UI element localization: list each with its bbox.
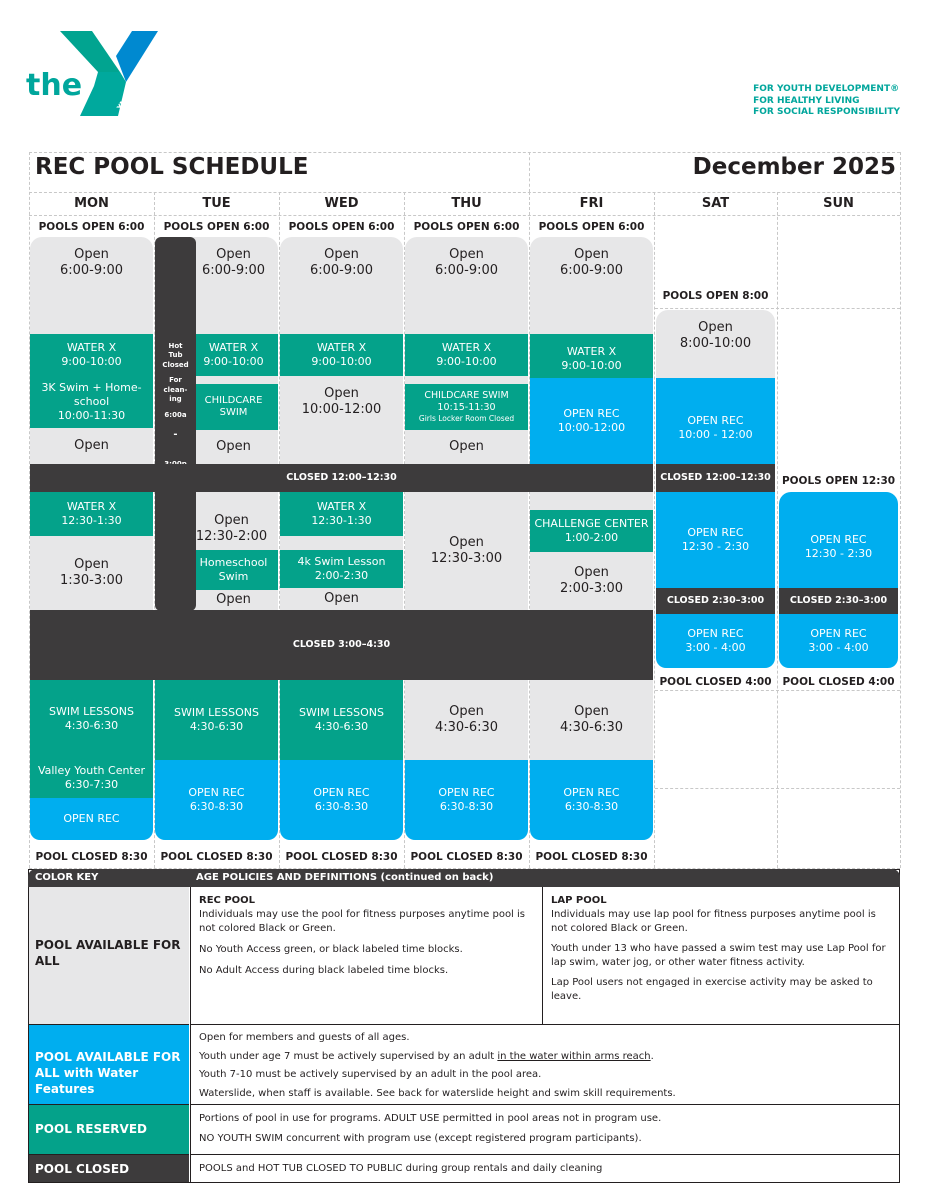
hot-tub-text: For	[169, 376, 182, 385]
sat-open-rec-morning	[656, 378, 775, 464]
fri-water-x	[530, 334, 653, 378]
sat-open-rec-afternoon	[656, 492, 775, 588]
block-label: WATER X	[441, 341, 492, 355]
block-time: 9:00-10:00	[561, 359, 622, 372]
row3-line1: Portions of pool in use for programs. ADULT USE permitted in pool areas not in program use.	[199, 1113, 662, 1124]
block-time: 6:00-9:00	[434, 263, 499, 279]
fri-open-evening	[530, 680, 653, 760]
sun-closed-230	[779, 588, 898, 614]
thu-childcare-swim	[405, 384, 528, 430]
block-label: Open	[74, 556, 109, 572]
row4-line1: POOLS and HOT TUB CLOSED TO PUBLIC during group rentals and daily cleaning	[199, 1163, 603, 1174]
block-label: Open	[324, 590, 359, 606]
pools-open-fri: POOLS OPEN 6:00	[538, 221, 645, 233]
block-time: 12:30 - 2:30	[681, 540, 750, 553]
thu-open-afternoon	[405, 492, 528, 610]
block-label: SWIM LESSONS	[173, 706, 259, 720]
key-header-policies: AGE POLICIES AND DEFINITIONS (continued on back)	[196, 872, 494, 883]
mon-water-x-afternoon	[30, 492, 153, 536]
hot-tub-closed-bar	[155, 237, 196, 611]
thu-water-x	[405, 334, 528, 376]
key-row1-rec	[190, 887, 542, 1024]
lap-pool-title: LAP POOL	[551, 895, 607, 906]
wed-water-x	[280, 334, 403, 376]
block-time: 6:00-9:00	[59, 263, 124, 279]
sun-open-rec-afternoon	[779, 492, 898, 588]
rec-pool-p2: No Youth Access green, or black labeled time blocks.	[199, 944, 463, 955]
pools-open-sat: POOLS OPEN 8:00	[662, 290, 769, 302]
tagline-1: FOR YOUTH DEVELOPMENT®	[753, 84, 900, 94]
fri-gap	[530, 492, 653, 510]
block-time: 6:00-9:00	[559, 263, 624, 279]
row2-line2b: in the water within arms reach	[497, 1050, 651, 1062]
block-time: 3:00 - 4:00	[685, 641, 746, 654]
block-label: Open	[216, 591, 251, 607]
row3-line2: NO YOUTH SWIM concurrent with program use (except registered program participants).	[199, 1132, 642, 1144]
block-label: OPEN REC	[438, 786, 495, 800]
wed-open-230	[280, 588, 403, 610]
rec-pool-p1: Individuals may use the pool for fitness purposes anytime pool is not colored Black or Green.	[199, 909, 526, 934]
mon-swim-lessons	[30, 680, 153, 758]
key-row3-swatch	[29, 1104, 189, 1154]
day-header-thu: THU	[451, 196, 482, 211]
block-label: Open	[449, 438, 484, 454]
day-header-fri: FRI	[579, 196, 604, 211]
block-time: 1:30-3:00	[59, 573, 124, 588]
fri-open-afternoon	[530, 552, 653, 610]
block-time: 4:30-6:30	[559, 720, 624, 735]
thu-open-rec	[405, 760, 528, 840]
pools-open-mon: POOLS OPEN 6:00	[38, 221, 145, 233]
wed-water-x-afternoon	[280, 492, 403, 536]
fri-challenge-center	[530, 510, 653, 552]
row2-line2a: Youth under age 7 must be actively supervised by an adult	[199, 1050, 498, 1062]
block-time: 2:00-2:30	[314, 569, 369, 582]
block-label: CHALLENGE CENTER	[534, 517, 649, 531]
key-row1-label: POOL AVAILABLE FOR ALL	[35, 938, 181, 969]
logo-the-text: the	[26, 68, 83, 103]
block-time: 10:15-11:30	[437, 402, 496, 414]
key-row1-lap	[542, 887, 899, 1024]
block-label: SWIM LESSONS	[48, 705, 134, 719]
closed-label: CLOSED 12:00–12:30	[660, 472, 771, 484]
day-header-tue: TUE	[202, 196, 231, 211]
block-time: 6:30-7:30	[64, 778, 119, 791]
row2-line1: Open for members and guests of all ages.	[199, 1032, 410, 1043]
day-header-sat: SAT	[701, 196, 730, 211]
block-time: 8:00-10:00	[679, 336, 752, 352]
block-label: WATER X	[208, 341, 259, 355]
block-time: 6:30-8:30	[189, 800, 244, 813]
block-label: SWIM LESSONS	[298, 706, 384, 720]
mon-3k-swim	[30, 376, 153, 428]
block-time: 12:30-1:30	[311, 514, 372, 527]
block-time: 12:30 - 2:30	[804, 547, 873, 560]
fri-open-morning	[530, 237, 653, 334]
hot-tub-text: ing	[169, 395, 182, 404]
pools-open-thu: POOLS OPEN 6:00	[413, 221, 520, 233]
tue-open-rec	[155, 760, 278, 840]
sat-closed-230	[656, 588, 775, 614]
block-label: OPEN REC	[810, 533, 867, 547]
block-label: Open	[698, 320, 733, 335]
block-time: 10:00-12:00	[557, 421, 626, 434]
block-time: 10:00-11:30	[57, 408, 126, 422]
row2-line2	[199, 1048, 891, 1067]
sun-open-rec-3	[779, 614, 898, 668]
block-time: 12:30-1:30	[61, 514, 122, 527]
pools-open-sun: POOLS OPEN 12:30	[781, 475, 896, 487]
hot-tub-text: clean-	[163, 385, 188, 394]
hot-tub-text: Closed	[162, 360, 189, 369]
day-header-sun: SUN	[823, 196, 854, 211]
block-label: OPEN REC	[687, 627, 744, 641]
pools-open-wed: POOLS OPEN 6:00	[288, 221, 395, 233]
pool-closed-sat: POOL CLOSED 4:00	[659, 676, 772, 688]
key-row4-text	[190, 1154, 899, 1182]
block-time: 6:30-8:30	[314, 800, 369, 813]
block-label: Valley Youth Center	[37, 764, 146, 778]
block-label: OPEN REC	[687, 414, 744, 428]
block-label: Homeschool Swim	[199, 556, 268, 583]
fri-open-rec	[530, 760, 653, 840]
mon-open-rec	[30, 798, 153, 840]
mon-open-morning	[30, 237, 153, 334]
closed-noon-bar	[30, 464, 653, 492]
taglines	[753, 84, 900, 119]
logo-y-icon	[60, 26, 160, 116]
block-time: 4:30-6:30	[314, 720, 369, 733]
pool-closed-mon: POOL CLOSED 8:30	[35, 851, 148, 863]
block-label: WATER X	[316, 500, 367, 514]
block-label: Open	[74, 247, 109, 262]
pool-closed-tue: POOL CLOSED 8:30	[160, 851, 273, 863]
pool-closed-thu: POOL CLOSED 8:30	[410, 851, 523, 863]
fri-open-rec-morning	[530, 378, 653, 464]
thu-open-morning	[405, 237, 528, 334]
block-label: OPEN REC	[810, 627, 867, 641]
mon-valley-youth	[30, 758, 153, 798]
block-label: OPEN REC	[313, 786, 370, 800]
block-label: CHILDCARE SWIM	[204, 394, 263, 418]
block-time: 6:00-9:00	[309, 263, 374, 279]
block-label: Open	[574, 247, 609, 262]
day-header-mon: MON	[74, 196, 109, 211]
block-label: WATER X	[566, 345, 617, 359]
row2-line2c: .	[650, 1050, 654, 1062]
block-label: OPEN REC	[188, 786, 245, 800]
block-label: OPEN REC	[63, 812, 120, 826]
hot-tub-text: 6:00a	[164, 410, 187, 419]
block-label: WATER X	[66, 500, 117, 514]
rec-pool-p3: No Adult Access during black labeled time blocks.	[199, 965, 449, 976]
key-row3-label: POOL RESERVED	[35, 1122, 147, 1136]
block-time: 12:30-2:00	[195, 529, 268, 544]
sat-open-rec-3	[656, 614, 775, 668]
logo-ymca-text: YMCA	[115, 88, 136, 112]
lap-pool-p1: Individuals may use lap pool for fitness purposes anytime pool is not colored Black or Green.	[551, 909, 876, 934]
block-label: OPEN REC	[687, 526, 744, 540]
block-time: 10:00-12:00	[301, 402, 382, 418]
block-time: 9:00-10:00	[311, 355, 372, 368]
wed-open-morning	[280, 237, 403, 334]
day-header-wed: WED	[324, 196, 359, 211]
block-label: Open	[324, 247, 359, 262]
block-time: 10:00 - 12:00	[678, 428, 753, 441]
key-row4-swatch	[29, 1154, 189, 1182]
block-label: Open	[216, 438, 251, 454]
block-label: Open	[449, 247, 484, 262]
key-row1-swatch	[29, 887, 189, 1024]
hot-tub-text: Tub	[168, 351, 183, 360]
row2-line3: Youth 7-10 must be actively supervised by an adult in the pool area.	[199, 1069, 542, 1080]
closed-label: CLOSED 2:30–3:00	[789, 595, 888, 607]
block-time: 2:00-3:00	[559, 581, 624, 596]
block-label: Open	[324, 386, 359, 401]
block-label: Open	[216, 247, 251, 262]
closed-3-bar	[30, 610, 653, 680]
block-label: Open	[449, 703, 484, 719]
row2-line4: Waterslide, when staff is available. See back for waterslide height and swim skill requirements.	[199, 1087, 676, 1099]
schedule-month: December 2025	[692, 154, 896, 180]
wed-open-late-morning	[280, 376, 403, 464]
block-time: 9:00-10:00	[203, 355, 264, 368]
block-time: 4:30-6:30	[434, 720, 499, 735]
block-note: Girls Locker Room Closed	[418, 414, 515, 424]
tagline-2: FOR HEALTHY LIVING	[753, 95, 860, 106]
block-label: 3K Swim + Home-school	[41, 381, 142, 409]
key-row2-text	[190, 1024, 899, 1104]
thu-open-evening	[405, 680, 528, 760]
block-label: OPEN REC	[563, 786, 620, 800]
block-label: Open	[574, 703, 609, 719]
sat-closed-noon	[656, 464, 775, 492]
key-row2-swatch	[29, 1024, 189, 1104]
block-label: 4k Swim Lesson	[297, 555, 386, 569]
block-time: 6:00-9:00	[201, 263, 266, 279]
tue-swim-lessons	[155, 680, 278, 760]
key-row4-label: POOL CLOSED	[35, 1162, 130, 1176]
schedule-title: REC POOL SCHEDULE	[35, 154, 309, 180]
closed-label: CLOSED 12:00–12:30	[286, 472, 397, 484]
block-time: 1:00-2:00	[564, 531, 619, 544]
block-label: Open	[574, 564, 609, 580]
pool-closed-wed: POOL CLOSED 8:30	[285, 851, 398, 863]
closed-label: CLOSED 3:00–4:30	[292, 639, 391, 651]
hot-tub-text: -	[173, 429, 178, 441]
wed-swim-lessons	[280, 680, 403, 760]
tagline-3: FOR SOCIAL RESPONSIBILITY	[753, 107, 900, 118]
block-label: CHILDCARE SWIM	[424, 390, 509, 402]
ymca-logo	[26, 26, 156, 116]
thu-gap	[405, 376, 528, 384]
pools-open-tue: POOLS OPEN 6:00	[163, 221, 270, 233]
key-header-color: COLOR KEY	[35, 872, 99, 883]
block-label: WATER X	[66, 341, 117, 355]
thu-open-late-morning	[405, 430, 528, 464]
block-label: WATER X	[316, 341, 367, 355]
block-time: 3:00 - 4:00	[808, 641, 869, 654]
lap-pool-p2: Youth under 13 who have passed a swim test may use Lap Pool for lap swim, water jog, or other water fitness activity.	[551, 943, 886, 968]
wed-4k-swim	[280, 550, 403, 588]
pool-closed-sun: POOL CLOSED 4:00	[782, 676, 895, 688]
block-time: 4:30-6:30	[189, 720, 244, 733]
block-label: Open	[214, 512, 249, 528]
pool-closed-fri: POOL CLOSED 8:30	[535, 851, 648, 863]
sat-open-morning	[656, 310, 775, 378]
hot-tub-text: Hot	[168, 342, 183, 350]
mon-open-late-morning	[30, 428, 153, 464]
wed-gap	[280, 536, 403, 550]
lap-pool-p3: Lap Pool users not engaged in exercise activity may be asked to leave.	[551, 977, 873, 1002]
block-time: 12:30-3:00	[430, 551, 503, 566]
block-time: 6:30-8:30	[439, 800, 494, 813]
block-time: 6:30-8:30	[564, 800, 619, 813]
block-time: 9:00-10:00	[61, 355, 122, 368]
mon-open-afternoon	[30, 536, 153, 610]
block-time: 4:30-6:30	[64, 719, 119, 732]
block-label: Open	[74, 437, 109, 453]
rec-pool-title: REC POOL	[199, 895, 256, 906]
mon-water-x	[30, 334, 153, 376]
block-time: 9:00-10:00	[436, 355, 497, 368]
closed-label: CLOSED 2:30–3:00	[666, 595, 765, 607]
block-label: Open	[449, 534, 484, 550]
wed-open-rec	[280, 760, 403, 840]
block-label: OPEN REC	[563, 407, 620, 421]
key-row3-text	[190, 1104, 899, 1154]
key-row2-label: POOL AVAILABLE FOR ALL with Water Features	[35, 1050, 181, 1097]
